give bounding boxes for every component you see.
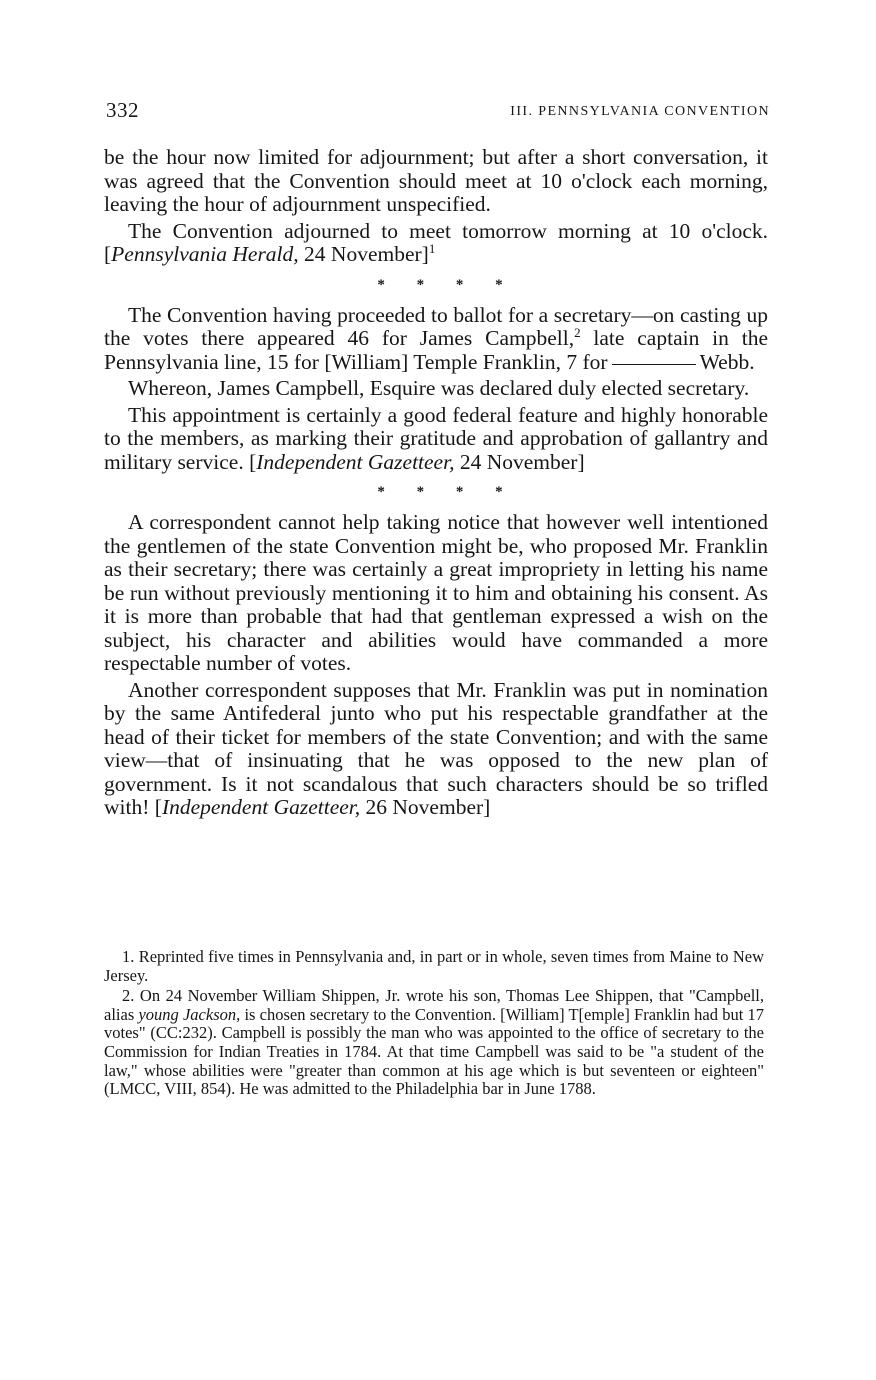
paragraph-text: Whereon, James Campbell, Esquire was declared duly elected secretary. bbox=[128, 376, 750, 400]
source-citation bbox=[244, 450, 585, 474]
source-title: Independent Gazetteer, bbox=[256, 449, 455, 474]
citation-bracket: [ bbox=[149, 795, 162, 819]
section-divider: * * * * bbox=[377, 276, 517, 293]
citation-bracket: [ bbox=[104, 242, 112, 266]
body-text bbox=[104, 146, 768, 823]
footnote-2 bbox=[104, 987, 764, 1099]
paragraph-text: The Convention adjourned to meet tomorrow morning at 10 o'clock. bbox=[128, 218, 768, 243]
paragraph-correspondent bbox=[104, 511, 768, 676]
footnote-text: is chosen secretary to the Convention. [William] T[emple] Franklin had but 17 votes" (CC:232). Campbell is possibly the man who was appointed to the office of secretary to the Commission for Indian Treaties in 1784. At that time Campbell was said to be "a student of the law," whose abilities were "greater than common at his age which is but seventeen or eighteen" (LMCC, VIII, 854). He was admitted to the Philadelphia bar in June 1788. bbox=[104, 1004, 764, 1099]
paragraph-adjournment bbox=[104, 220, 768, 267]
source-citation bbox=[104, 242, 435, 266]
source-citation bbox=[149, 795, 490, 819]
footnote-italic: young Jackson, bbox=[138, 1004, 241, 1024]
footnote-text: 1. Reprinted five times in Pennsylvania and, in part or in whole, seven times from Maine to New Jersey. bbox=[104, 947, 764, 985]
blank-line bbox=[612, 364, 696, 365]
paragraph-ballot bbox=[104, 304, 768, 375]
source-title: Independent Gazetteer, bbox=[161, 795, 361, 819]
paragraph-text: late captain in the Pennsylvania line, 15 for [William] Temple Franklin, 7 for bbox=[104, 326, 768, 374]
paragraph-text: Another correspondent supposes that Mr. Franklin was put in nomination by the same Antifederal junto who put his respectable grandfather at the head of their ticket for members of the state Convention; and with the same view—that of insinuating that he was opposed to the new plan of government. Is it not scandalous that such characters should be so trifled with! bbox=[104, 677, 768, 819]
footnote-ref-2[interactable]: 2 bbox=[574, 325, 581, 340]
source-title: Pennsylvania Herald, bbox=[111, 242, 299, 266]
footnote-ref-1[interactable]: 1 bbox=[428, 241, 436, 256]
paragraph-text: Webb. bbox=[699, 349, 755, 374]
section-divider: * * * * bbox=[377, 484, 517, 500]
source-date: 24 November] bbox=[454, 449, 585, 474]
section-title: III. PENNSYLVANIA CONVENTION bbox=[510, 104, 770, 119]
paragraph-text: This appointment is certainly a good federal feature and highly honorable to the members, as marking their gratitude and approbation of gallantry and military service. bbox=[104, 402, 768, 474]
citation-bracket: [ bbox=[243, 449, 257, 474]
source-date: 24 November] bbox=[298, 242, 429, 266]
running-head bbox=[106, 98, 770, 126]
paragraph-text: be the hour now limited for adjournment; but after a short conversation, it was agreed that the Convention should meet at 10 o'clock each morning, leaving the hour of adjournment unspecified. bbox=[104, 145, 768, 216]
paragraph-text: The Convention having proceeded to ballot for a secretary—on casting up the votes there appeared 46 for James Campbell, bbox=[104, 302, 768, 350]
page-number: 332 bbox=[106, 98, 139, 122]
paragraph-appointment bbox=[104, 404, 768, 475]
paragraph-continued bbox=[104, 146, 768, 217]
footnote-text: 2. On 24 November William Shippen, Jr. wrote his son, Thomas Lee Shippen, that "Campbell, alias bbox=[104, 986, 764, 1024]
source-date: 26 November] bbox=[360, 795, 491, 819]
footnotes bbox=[104, 948, 764, 1101]
paragraph-declared bbox=[104, 377, 768, 401]
footnote-1 bbox=[104, 948, 764, 985]
paragraph-text: A correspondent cannot help taking notice that however well intentioned the gentlemen of the state Convention might be, who proposed Mr. Franklin as their secretary; there was certainly a great impropriety in letting his name be run without previously mentioning it to him and obtaining his consent. As it is more than probable that had that gentleman expressed a wish on the subject, his character and abilities would have commanded a more respectable number of votes. bbox=[104, 510, 768, 675]
paragraph-another-correspondent bbox=[104, 679, 768, 820]
